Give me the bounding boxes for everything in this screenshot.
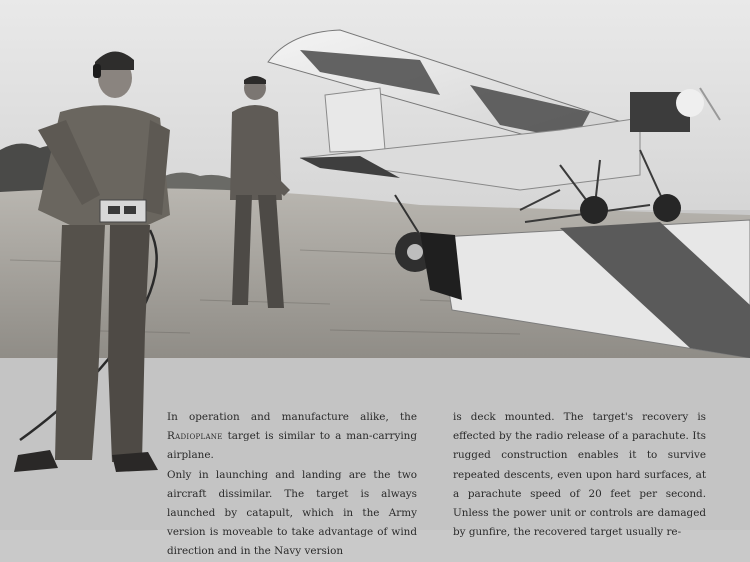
caption-left-paragraph-2: Only in launching and landing are the two aircraft dissimilar. The target is always launched by catapult, which in the Army version is moveable to take advantage of wind direction and in the Navy version <box>167 468 417 558</box>
caption-left-paragraph-1 <box>167 408 417 466</box>
caption-right-paragraph-1: is deck mounted. The target's recovery is effected by the radio release of a parachute. Its rugged construction enables it to survive repeated descents, even upon hard surfaces, at a parachute speed of 20 feet per second. Unless the power unit or controls are damaged by gunfire, the recovered target usually re- <box>453 411 706 539</box>
soldier-with-control-box <box>0 40 190 530</box>
caption-right-column <box>453 408 706 542</box>
radioplane-brand-name: Radioplane <box>167 430 223 443</box>
caption-text: target is similar to a man-carrying airplane. <box>167 430 417 462</box>
caption-text: In operation and manufacture alike, the <box>167 411 417 423</box>
caption-left-column <box>167 408 417 562</box>
